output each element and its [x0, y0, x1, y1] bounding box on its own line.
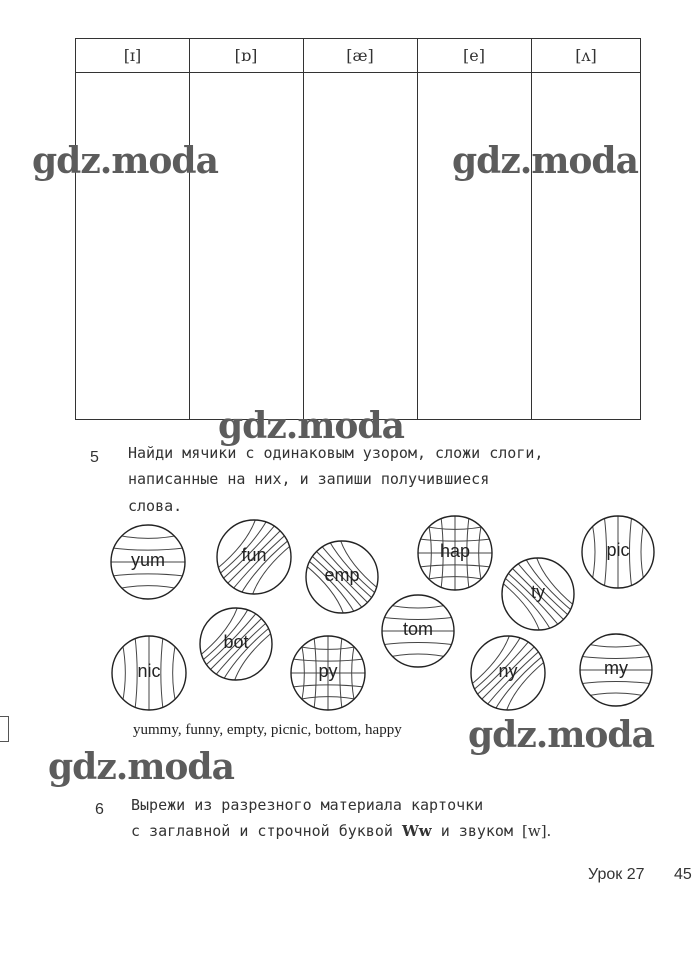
ball-nic — [110, 634, 188, 712]
watermark: gdz.moda — [218, 405, 404, 447]
ball-syllable: emp — [324, 565, 360, 585]
watermark: gdz.moda — [32, 140, 218, 182]
table-header-ae: [æ] — [346, 46, 374, 65]
ball-syllable: bot — [223, 632, 249, 652]
ball-syllable: yum — [130, 550, 165, 570]
exercise-number: 6 — [95, 801, 104, 818]
ball-syllable: my — [604, 658, 628, 678]
table-header-e: [e] — [463, 46, 485, 65]
exercise-text-line: написанные на них, и запиши получившиеся — [128, 470, 490, 488]
exercise-text-line: Вырежи из разрезного материала карточки — [131, 796, 484, 814]
ball-yum — [109, 523, 187, 601]
exercise-text-line: Найди мячики с одинаковым узором, сложи слоги, — [128, 444, 544, 462]
ball-syllable: hap — [439, 541, 471, 561]
page-number: 45 — [674, 866, 692, 883]
table-header-i: [ɪ] — [123, 46, 142, 65]
ball-syllable: tom — [402, 619, 433, 639]
exercise-text-part: и звуком — [431, 822, 523, 840]
ball-syllable: py — [318, 661, 338, 681]
watermark: gdz.moda — [468, 714, 654, 756]
exercise-text-part: с заглавной и строчной буквой — [131, 822, 402, 840]
sound-w: [w]. — [522, 822, 552, 840]
table-column-divider — [531, 39, 532, 419]
table-column-divider — [417, 39, 418, 419]
ball-syllable: fun — [241, 545, 267, 565]
page-edge-mark — [0, 716, 9, 742]
watermark: gdz.moda — [48, 746, 234, 788]
exercise-text-line: слова. — [128, 497, 183, 515]
table-column-divider — [303, 39, 304, 419]
exercise-text-line — [131, 818, 551, 845]
lesson-label: Урок 27 — [588, 866, 645, 883]
ball-ny — [469, 634, 547, 712]
ball-pic — [580, 514, 656, 590]
table-header-uh: [ʌ] — [575, 46, 597, 65]
phonetic-table — [75, 38, 641, 420]
table-column-divider — [189, 39, 190, 419]
exercise-number: 5 — [90, 449, 99, 466]
ball-syllable: ty — [530, 582, 545, 602]
watermark: gdz.moda — [452, 140, 638, 182]
ball-my — [578, 632, 654, 708]
ball-hap — [416, 514, 494, 592]
ball-syllable: pic — [606, 540, 630, 560]
ball-syllable: ny — [498, 661, 518, 681]
ball-tom — [380, 593, 456, 669]
table-header-o: [ɒ] — [234, 46, 258, 65]
ball-py — [289, 634, 367, 712]
ball-syllable: nic — [137, 661, 161, 681]
ball-fun — [215, 518, 293, 596]
answer-words: yummy, funny, empty, picnic, bottom, happy — [133, 722, 402, 738]
ball-ty — [500, 556, 576, 632]
ball-emp — [304, 539, 380, 615]
letters-ww: Ww — [401, 822, 432, 840]
ball-bot — [198, 606, 274, 682]
